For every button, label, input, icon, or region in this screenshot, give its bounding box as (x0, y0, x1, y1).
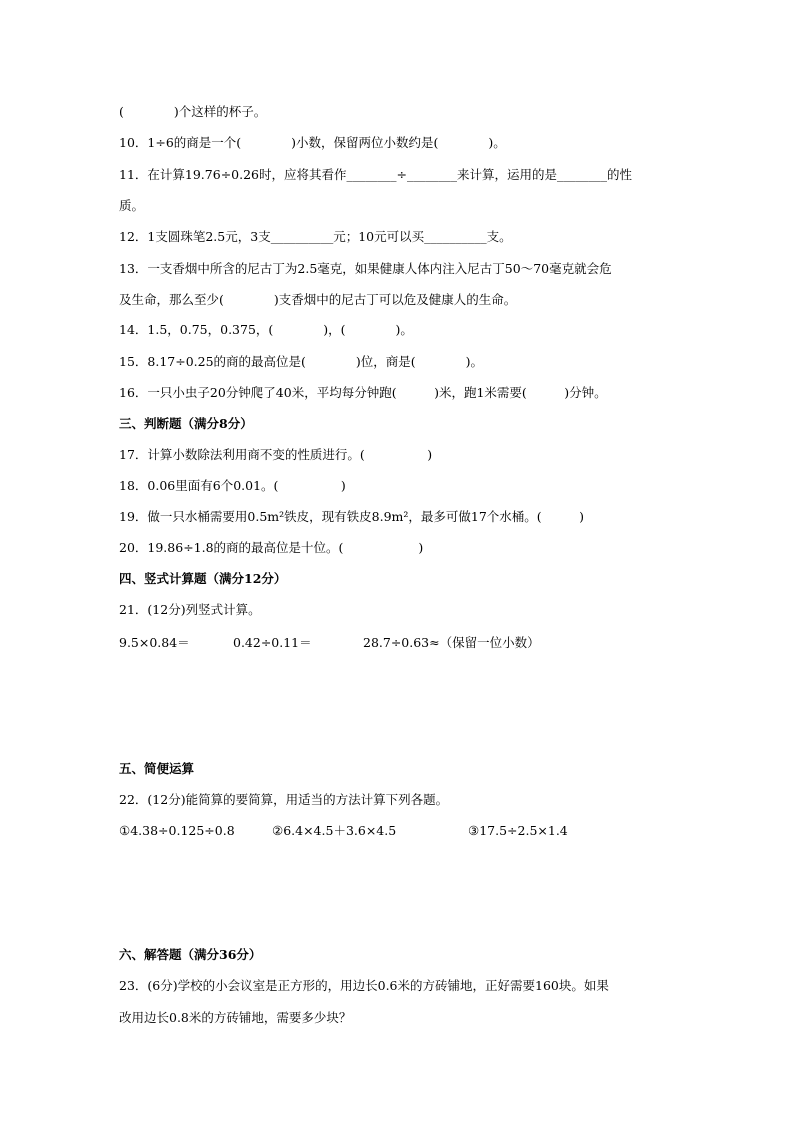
q21-item-3: 28.7÷0.63≈（保留一位小数） (363, 635, 540, 650)
question-22: 22．(12分)能简算的要简算，用适当的方法计算下列各题。 (119, 792, 449, 807)
section-4-heading: 四、竖式计算题（满分12分） (119, 571, 287, 586)
question-13: 13．一支香烟中所含的尼古丁为2.5毫克，如果健康人体内注入尼古丁50～70毫克就会危 (119, 261, 612, 276)
question-17: 17．计算小数除法利用商不变的性质进行。( ) (119, 447, 433, 462)
question-16: 16．一只小虫子20分钟爬了40米，平均每分钟跑( )米，跑1米需要( )分钟。 (119, 385, 607, 400)
question-18: 18．0.06里面有6个0.01。( ) (119, 478, 346, 493)
section-3-heading: 三、判断题（满分8分） (119, 416, 253, 431)
question-20: 20．19.86÷1.8的商的最高位是十位。( ) (119, 540, 424, 555)
question-11: 11．在计算19.76÷0.26时，应将其看作________÷________来计算，运用的是________的性 (119, 167, 632, 182)
question-13-cont: 及生命，那么至少( )支香烟中的尼古丁可以危及健康人的生命。 (119, 292, 517, 307)
question-10: 10．1÷6的商是一个( )小数，保留两位小数约是( )。 (119, 135, 506, 150)
question-12: 12．1支圆珠笔2.5元，3支__________元；10元可以买__________支。 (119, 229, 512, 244)
line-cups-blank: ( )个这样的杯子。 (119, 104, 267, 119)
q21-item-2: 0.42÷0.11＝ (233, 635, 312, 650)
question-15: 15．8.17÷0.25的商的最高位是( )位，商是( )。 (119, 354, 484, 369)
question-23-cont: 改用边长0.8米的方砖铺地，需要多少块？ (119, 1010, 352, 1025)
q22-item-2: ②6.4×4.5＋3.6×4.5 (272, 823, 397, 838)
section-6-heading: 六、解答题（满分36分） (119, 947, 262, 962)
question-19: 19．做一只水桶需要用0.5m²铁皮，现有铁皮8.9m²，最多可做17个水桶。( ) (119, 509, 585, 524)
section-5-heading: 五、简便运算 (119, 761, 195, 776)
q21-item-1: 9.5×0.84＝ (119, 635, 190, 650)
question-21: 21．(12分)列竖式计算。 (119, 602, 261, 617)
q22-item-1: ①4.38÷0.125÷0.8 (119, 823, 235, 838)
question-14: 14．1.5，0.75，0.375，( )，( )。 (119, 322, 413, 337)
q22-item-3: ③17.5÷2.5×1.4 (468, 823, 568, 838)
question-11-cont: 质。 (119, 198, 145, 213)
question-23: 23．(6分)学校的小会议室是正方形的，用边长0.6米的方砖铺地，正好需要160块。如果 (119, 978, 609, 993)
